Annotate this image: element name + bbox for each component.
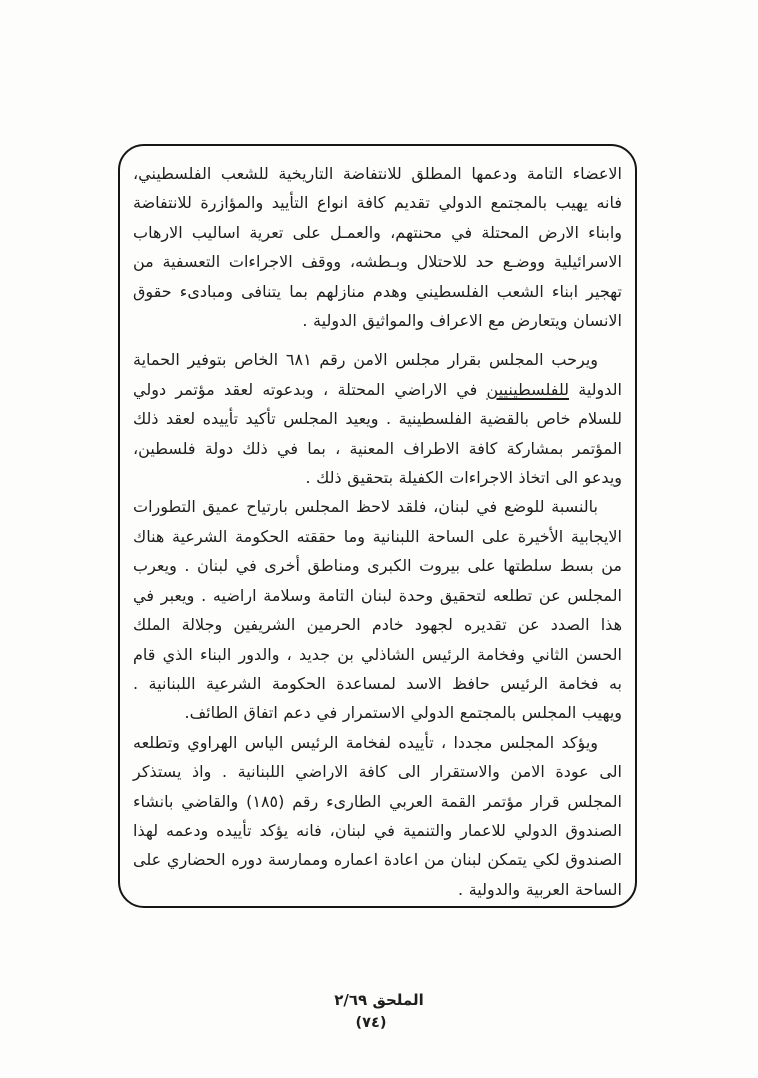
page-footer [0, 991, 758, 1031]
annex-label: الملحق ٢/٦٩ [334, 991, 424, 1009]
document-text-frame [118, 144, 637, 908]
paragraph-resolution-681-text-end: في الاراضي المحتلة ، وبدعوته لعقد مؤتمر دولي للسلام خاص بالقضية الفلسطينية . ويعيد المجلس تأكيد تأييده لعقد ذلك المؤتمر بمشاركة كافة الاطراف المعنية ، بما في ذلك دولة فلسطين، ويدعو الى اتخاذ الاجراءات الكفيلة بتحقيق ذلك . [133, 379, 622, 488]
paragraph-intifada-support: الاعضاء التامة ودعمها المطلق للانتفاضة التاريخية للشعب الفلسطيني، فانه يهيب بالمجتمع الدولي تقديم كافة انواع التأييد والمؤازرة للانتفاضة وابناء الارض المحتلة في محنتهم، والعمـل على تعرية اساليب الارهاب الاسرائيلية ووضـع حد للاحتلال وبـطشه، ووقف الاجراءات التعسفية من تهجير ابناء الشعب الفلسطيني وهدم منازلهم بما يتنافى ومبادىء حقوق الانسان ويتعارض مع الاعراف والمواثيق الدولية . [133, 164, 622, 331]
underlined-word-palestinians: للفلسطينيين [486, 379, 569, 399]
paragraph-resolution-681-text-start: ويرحب المجلس بقرار مجلس الامن رقم ٦٨١ الخاص بتوفير الحماية الدولية [133, 350, 622, 399]
paragraph-resolution-681 [133, 345, 622, 492]
page-number: (٧٤) [355, 1015, 387, 1031]
paragraph-lebanon-reconstruction-fund: ويؤكد المجلس مجددا ، تأييده لفخامة الرئيس الياس الهراوي وتطلعه الى عودة الامن والاستقرار الى كافة الاراضي اللبنانية . واذ يستذكر المجلس قرار مؤتمر القمة العربي الطارىء رقم (١٨٥) والقاضي بانشاء الصندوق الدولي للاعمار والتنمية في لبنان، فانه يؤكد تأييده ودعمه لهذا الصندوق لكي يتمكن لبنان من اعادة اعماره وممارسة دوره الحضاري على الساحة العربية والدولية . [133, 732, 623, 899]
paragraph-lebanon-situation: بالنسبة للوضع في لبنان، فلقد لاحظ المجلس بارتياح عميق التطورات الايجابية الأخيرة على الساحة اللبنانية وما حققته الحكومة الشرعية هناك من بسط سلطتها على بيروت الكبرى ومناطق أخرى في لبنان . ويعرب المجلس عن تطلعه لتحقيق وحدة لبنان التامة وسلامة اراضيه . ويعبر في هذا الصدد عن تقديره لجهود خادم الحرمين الشريفين وجلالة الملك الحسن الثاني وفخامة الرئيس الشاذلي بن جديد ، والدور البناء الذي قام به فخامة الرئيس حافظ الاسد لمساعدة الحكومة الشرعية اللبنانية . ويهيب المجلس بالمجتمع الدولي الاستمرار في دعم اتفاق الطائف. [133, 497, 622, 723]
